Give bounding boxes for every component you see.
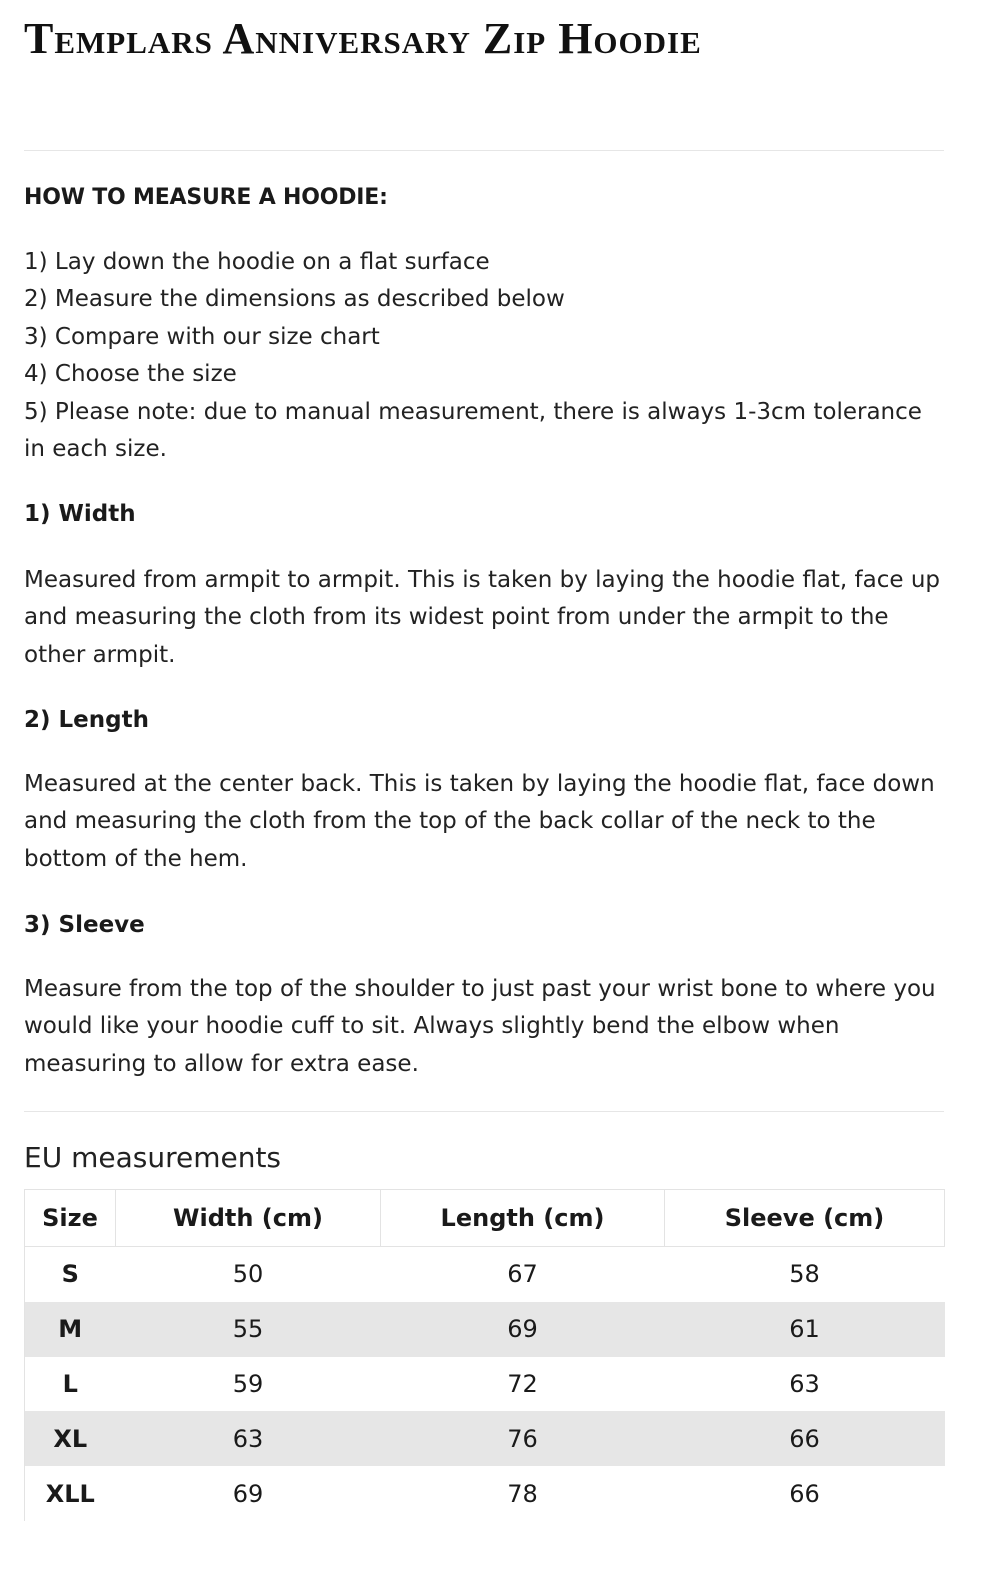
sleeve-cell: 66 — [789, 1479, 820, 1508]
length-cell: 76 — [381, 1411, 665, 1466]
size-chart-table — [24, 1189, 945, 1521]
sleeve-cell: 61 — [665, 1302, 945, 1357]
table-divider — [24, 1111, 944, 1112]
sleeve-description: Measure from the top of the shoulder to just past your wrist bone to where you would like your hoodie cuff to sit. Always slightly bend the elbow when measuring to allow for extra ease. — [24, 976, 936, 1077]
length-cell: 69 — [381, 1302, 665, 1357]
width-description: Measured from armpit to armpit. This is taken by laying the hoodie flat, face up and measuring the cloth from its widest point from under the armpit to the other armpit. — [24, 567, 941, 668]
width-cell: 55 — [116, 1302, 381, 1357]
table-row — [25, 1357, 945, 1412]
column-header-length: Length (cm) — [381, 1190, 665, 1247]
width-cell: 59 — [232, 1369, 264, 1398]
page-title: Templars Anniversary Zip Hoodie — [24, 14, 702, 63]
measure-step: 3) Compare with our size chart — [24, 323, 380, 350]
measure-step: 2) Measure the dimensions as described below — [24, 286, 565, 313]
size-cell: L — [25, 1357, 116, 1412]
table-row — [25, 1411, 945, 1466]
size-cell: XL — [25, 1411, 116, 1466]
measure-step: 4) Choose the size — [24, 361, 237, 388]
table-header-row — [25, 1190, 945, 1247]
length-description: Measured at the center back. This is taken by laying the hoodie flat, face down and measuring the cloth from the top of the back collar of the neck to the bottom of the hem. — [24, 771, 935, 872]
sleeve-heading: 3) Sleeve — [24, 912, 145, 938]
sleeve-cell: 63 — [789, 1369, 820, 1398]
length-heading: 2) Length — [24, 707, 149, 733]
length-cell: 67 — [507, 1260, 538, 1289]
sleeve-cell: 58 — [789, 1260, 820, 1289]
column-header-size: Size — [25, 1190, 116, 1247]
length-cell: 72 — [507, 1369, 538, 1398]
width-cell: 69 — [232, 1479, 264, 1508]
measure-steps-list — [24, 244, 944, 468]
measure-step: 1) Lay down the hoodie on a flat surface — [24, 249, 490, 275]
width-cell: 63 — [116, 1411, 381, 1466]
how-to-measure-heading: HOW TO MEASURE A HOODIE: — [24, 185, 388, 210]
column-header-width: Width (cm) — [116, 1190, 381, 1247]
size-cell: S — [25, 1247, 116, 1302]
title-divider — [24, 150, 944, 151]
length-cell: 78 — [507, 1479, 538, 1508]
table-row — [25, 1466, 945, 1521]
width-cell: 50 — [232, 1260, 264, 1289]
measure-step: 5) Please note: due to manual measurement, there is always 1-3cm tolerance in each size. — [24, 398, 922, 463]
sleeve-cell: 66 — [665, 1411, 945, 1466]
table-row — [25, 1247, 945, 1302]
eu-measurements-heading: EU measurements — [24, 1141, 282, 1174]
width-heading: 1) Width — [24, 501, 136, 527]
column-header-sleeve: Sleeve (cm) — [665, 1190, 945, 1247]
size-cell: XLL — [25, 1466, 116, 1521]
table-row — [25, 1302, 945, 1357]
size-cell: M — [25, 1302, 116, 1357]
